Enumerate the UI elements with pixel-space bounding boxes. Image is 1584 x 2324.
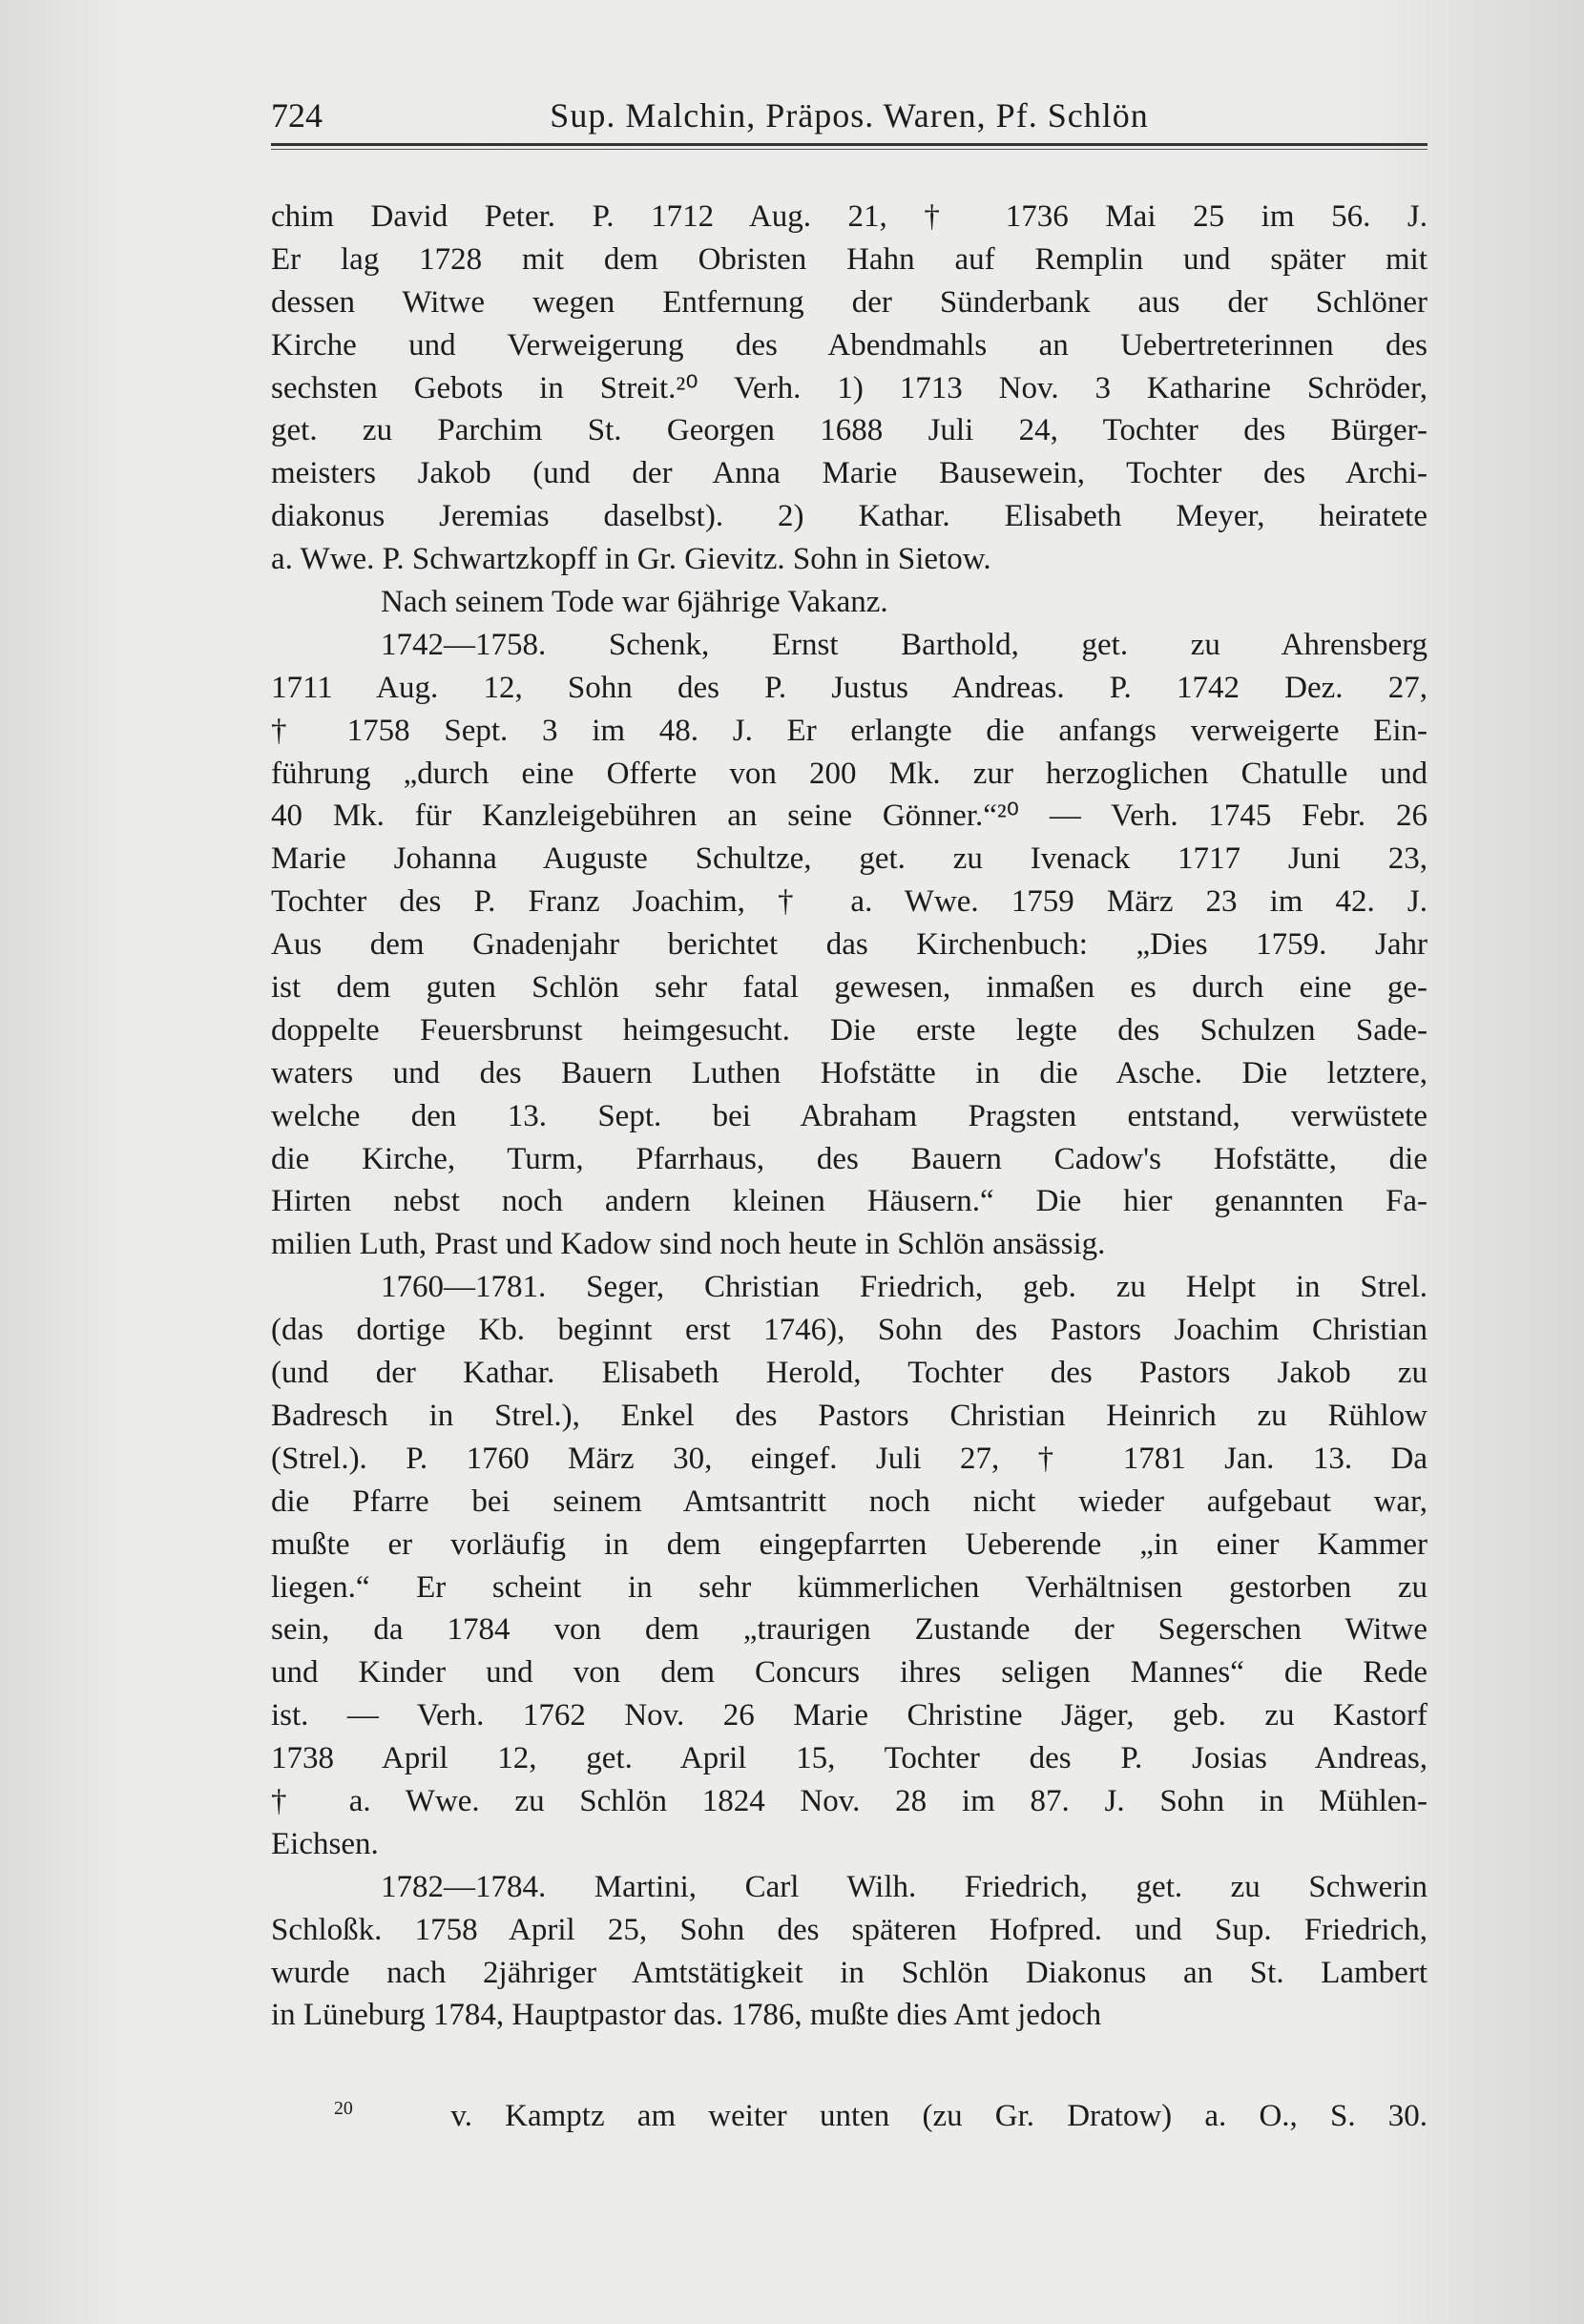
text-line: sechsten Gebots in Streit.²⁰ Verh. 1) 1713 Nov. 3 Katharine Schröder, — [271, 370, 1428, 405]
text-line: Badresch in Strel.), Enkel des Pastors Christian Heinrich zu Rühlow — [271, 1398, 1428, 1433]
text-line: Hirten nebst noch andern kleinen Häusern.“ Die hier genannten Fa- — [271, 1184, 1428, 1219]
text-line: Nach seinem Tode war 6jährige Vakanz. — [381, 585, 888, 620]
footnote-text: v. Kamptz am weiter unten (zu Gr. Dratow) a. O., S. 30. — [450, 2099, 1428, 2133]
text-line: Marie Johanna Auguste Schultze, get. zu Ivenack 1717 Juni 23, — [271, 841, 1428, 877]
text-line: Kirche und Verweigerung des Abendmahls an Uebertreterinnen des — [271, 327, 1428, 363]
text-line: a. Wwe. P. Schwartzkopff in Gr. Gievitz. Sohn in Sietow. — [271, 542, 991, 577]
text-line: Eichsen. — [271, 1826, 379, 1861]
header-title: Sup. Malchin, Präpos. Waren, Pf. Schlön — [550, 96, 1149, 135]
text-line: meisters Jakob (und der Anna Marie Bausewein, Tochter des Archi- — [271, 456, 1428, 491]
text-line: die Kirche, Turm, Pfarrhaus, des Bauern Cadow's Hofstätte, die — [271, 1141, 1428, 1176]
text-line: ist. — Verh. 1762 Nov. 26 Marie Christine Jäger, geb. zu Kastorf — [271, 1698, 1428, 1733]
text-line: 1742—1758. Schenk, Ernst Barthold, get. zu Ahrensberg — [381, 627, 1428, 662]
text-line: (Strel.). P. 1760 März 30, eingef. Juli 27, † 1781 Jan. 13. Da — [271, 1441, 1428, 1476]
text-line: 1760—1781. Seger, Christian Friedrich, geb. zu Helpt in Strel. — [381, 1270, 1428, 1305]
text-line: chim David Peter. P. 1712 Aug. 21, † 1736 Mai 25 im 56. J. — [271, 199, 1428, 234]
header-rule — [271, 143, 1428, 146]
text-line: Er lag 1728 mit dem Obristen Hahn auf Remplin und später mit — [271, 241, 1428, 277]
text-line: die Pfarre bei seinem Amtsantritt noch nicht wieder aufgebaut war, — [271, 1484, 1428, 1519]
text-line: mußte er vorläufig in dem eingepfarrten Ueberende „in einer Kammer — [271, 1526, 1428, 1562]
page-number: 724 — [271, 96, 323, 135]
text-line: (und der Kathar. Elisabeth Herold, Tochter des Pastors Jakob zu — [271, 1356, 1428, 1391]
text-line: 40 Mk. für Kanzleigebühren an seine Gönner.“²⁰ — Verh. 1745 Febr. 26 — [271, 799, 1428, 834]
text-line: † 1758 Sept. 3 im 48. J. Er erlangte die anfangs verweigerte Ein- — [271, 713, 1428, 748]
text-line: Aus dem Gnadenjahr berichtet das Kirchenbuch: „Dies 1759. Jahr — [271, 927, 1428, 963]
text-line: diakonus Jeremias daselbst). 2) Kathar. Elisabeth Meyer, heiratete — [271, 499, 1428, 534]
text-line: 1738 April 12, get. April 15, Tochter des P. Josias Andreas, — [271, 1741, 1428, 1776]
text-line: welche den 13. Sept. bei Abraham Pragsten entstand, verwüstete — [271, 1098, 1428, 1133]
text-line: Schloßk. 1758 April 25, Sohn des späteren Hofpred. und Sup. Friedrich, — [271, 1912, 1428, 1947]
text-line: in Lüneburg 1784, Hauptpastor das. 1786, mußte dies Amt jedoch — [271, 1998, 1102, 2033]
text-line: † a. Wwe. zu Schlön 1824 Nov. 28 im 87. J. Sohn in Mühlen- — [271, 1783, 1428, 1818]
text-line: ist dem guten Schlön sehr fatal gewesen, inmaßen es durch eine ge- — [271, 970, 1428, 1006]
footnote — [334, 2099, 1428, 2134]
text-line: milien Luth, Prast und Kadow sind noch heute in Schlön ansässig. — [271, 1227, 1106, 1262]
footnote-mark: 20 — [334, 2098, 353, 2119]
text-line: wurde nach 2jähriger Amtstätigkeit in Schlön Diakonus an St. Lambert — [271, 1955, 1428, 1990]
header-rule-thin — [271, 149, 1428, 150]
text-line: (das dortige Kb. beginnt erst 1746), Sohn des Pastors Joachim Christian — [271, 1313, 1428, 1348]
text-line: führung „durch eine Offerte von 200 Mk. zur herzoglichen Chatulle und — [271, 756, 1428, 791]
text-line: get. zu Parchim St. Georgen 1688 Juli 24, Tochter des Bürger- — [271, 413, 1428, 448]
text-line: 1782—1784. Martini, Carl Wilh. Friedrich, get. zu Schwerin — [381, 1869, 1428, 1904]
text-line: und Kinder und von dem Concurs ihres seligen Mannes“ die Rede — [271, 1655, 1428, 1691]
text-line: Tochter des P. Franz Joachim, † a. Wwe. 1759 März 23 im 42. J. — [271, 884, 1428, 920]
running-header — [271, 95, 1428, 143]
text-line: sein, da 1784 von dem „traurigen Zustande der Segerschen Witwe — [271, 1612, 1428, 1648]
text-line: dessen Witwe wegen Entfernung der Sünderbank aus der Schlöner — [271, 284, 1428, 320]
text-line: doppelte Feuersbrunst heimgesucht. Die erste legte des Schulzen Sade- — [271, 1012, 1428, 1048]
text-line: liegen.“ Er scheint in sehr kümmerlichen Verhältnisen gestorben zu — [271, 1569, 1428, 1605]
body-text — [271, 196, 1428, 2037]
text-line: 1711 Aug. 12, Sohn des P. Justus Andreas. P. 1742 Dez. 27, — [271, 670, 1428, 705]
text-line: waters und des Bauern Luthen Hofstätte in die Asche. Die letztere, — [271, 1055, 1428, 1090]
